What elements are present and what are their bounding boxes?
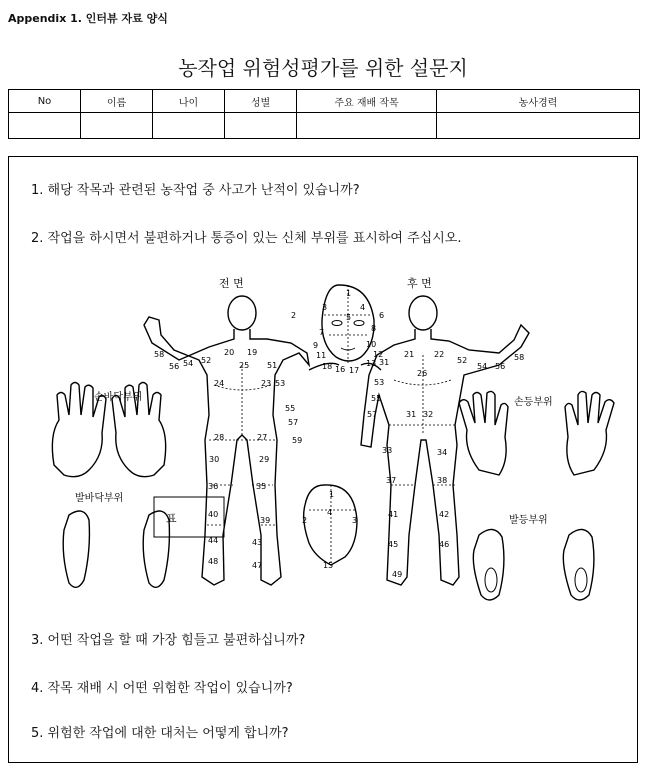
back-num: 54	[477, 362, 488, 371]
front-num: 19	[247, 348, 258, 357]
back-head-num: 15	[323, 561, 334, 570]
header-main-crop: 주요 재배 작목	[297, 90, 437, 113]
front-num: 36	[208, 482, 219, 491]
head-num: 18	[322, 362, 333, 371]
front-num: 24	[214, 379, 225, 388]
back-num: 56	[495, 362, 506, 371]
head-region-numbers	[291, 289, 384, 375]
back-num: 33	[382, 446, 393, 455]
front-num: 52	[201, 356, 212, 365]
marker-label: 표	[166, 512, 177, 525]
head-num: 12	[373, 350, 384, 359]
respondent-info-table	[8, 89, 640, 139]
cell-farming-career[interactable]	[437, 113, 640, 139]
back-num: 34	[437, 448, 448, 457]
body-pain-chart[interactable]	[9, 265, 637, 605]
header-age: 나이	[153, 90, 225, 113]
back-num: 46	[439, 540, 450, 549]
back-num: 26	[417, 369, 428, 378]
front-num: 51	[267, 361, 278, 370]
top-feet-figure[interactable]	[473, 529, 594, 600]
head-num: 1	[346, 289, 352, 298]
header-gender: 성별	[225, 90, 297, 113]
table-input-row[interactable]	[9, 113, 640, 139]
back-num: 38	[437, 476, 448, 485]
head-num: 7	[319, 328, 325, 337]
front-num: 39	[260, 516, 271, 525]
head-num: 16	[335, 365, 346, 374]
back-head-num: 2	[302, 516, 308, 525]
head-num: 13	[366, 359, 377, 368]
header-name: 이름	[81, 90, 153, 113]
front-num: 57	[288, 418, 299, 427]
cell-main-crop[interactable]	[297, 113, 437, 139]
back-num: 57	[367, 410, 378, 419]
sole-label: 발바닥부위	[75, 493, 124, 504]
back-hand-label: 손등부위	[514, 397, 553, 408]
head-num: 17	[349, 366, 360, 375]
head-num: 11	[316, 351, 327, 360]
front-num: 53	[275, 379, 286, 388]
questionnaire-box	[8, 156, 638, 763]
front-num: 23	[261, 379, 272, 388]
front-num: 25	[239, 361, 250, 370]
front-num: 54	[183, 359, 194, 368]
back-num: 53	[374, 378, 385, 387]
header-no: No	[9, 90, 81, 113]
back-num: 42	[439, 510, 450, 519]
front-num: 20	[224, 348, 235, 357]
cell-no[interactable]	[9, 113, 81, 139]
front-num: 55	[285, 404, 296, 413]
back-num: 41	[388, 510, 399, 519]
front-num: 30	[209, 455, 220, 464]
head-num: 9	[313, 341, 319, 350]
back-view-label: 후 면	[407, 277, 432, 290]
back-num: 49	[392, 570, 403, 579]
front-num: 29	[259, 455, 270, 464]
back-num: 52	[457, 356, 468, 365]
front-num: 43	[252, 538, 263, 547]
question-1: 1. 해당 작목과 관련된 농작업 중 사고가 난적이 있습니까?	[31, 183, 360, 198]
back-num: 31	[406, 410, 417, 419]
question-4: 4. 작목 재배 시 어떤 위험한 작업이 있습니까?	[31, 681, 293, 696]
front-num: 56	[169, 362, 180, 371]
question-5: 5. 위험한 작업에 대한 대처는 어떻게 합니까?	[31, 726, 289, 741]
question-3: 3. 어떤 작업을 할 때 가장 힘들고 불편하십니까?	[31, 633, 306, 648]
front-num: 59	[292, 436, 303, 445]
back-region-numbers	[367, 350, 524, 579]
back-num: 55	[371, 394, 382, 403]
head-num: 3	[322, 303, 328, 312]
front-num: 47	[252, 561, 263, 570]
front-num: 28	[214, 433, 225, 442]
back-num: 21	[404, 350, 415, 359]
back-head-num: 3	[352, 516, 358, 525]
head-num: 4	[360, 303, 366, 312]
palm-label: 손바닥부위	[94, 392, 143, 403]
back-head-num: 4	[327, 508, 333, 517]
back-num: 31	[379, 358, 390, 367]
head-num: 8	[371, 324, 377, 333]
header-farming-career: 농사경력	[437, 90, 640, 113]
front-num: 35	[256, 482, 267, 491]
back-num: 45	[388, 540, 399, 549]
head-num: 2	[291, 311, 297, 320]
back-head-region-numbers	[302, 490, 357, 570]
front-num: 44	[208, 536, 219, 545]
head-num: 10	[366, 340, 377, 349]
top-foot-label: 발등부위	[509, 515, 548, 526]
front-num: 58	[154, 350, 165, 359]
back-num: 58	[514, 353, 525, 362]
cell-name[interactable]	[81, 113, 153, 139]
cell-age[interactable]	[153, 113, 225, 139]
back-num: 37	[386, 476, 397, 485]
cell-gender[interactable]	[225, 113, 297, 139]
front-view-label: 전 면	[219, 277, 244, 290]
appendix-title: Appendix 1. 인터뷰 자료 양식	[8, 12, 168, 25]
head-num: 5	[346, 313, 352, 322]
back-head-num: 1	[329, 490, 335, 499]
head-num: 6	[379, 311, 385, 320]
question-2: 2. 작업을 하시면서 불편하거나 통증이 있는 신체 부위를 표시하여 주십시오.	[31, 231, 462, 246]
table-header-row	[9, 90, 640, 113]
front-num: 27	[257, 433, 268, 442]
survey-title: 농작업 위험성평가를 위한 설문지	[178, 56, 468, 80]
front-num: 40	[208, 510, 219, 519]
back-num: 22	[434, 350, 445, 359]
back-num: 32	[423, 410, 434, 419]
front-num: 48	[208, 557, 219, 566]
